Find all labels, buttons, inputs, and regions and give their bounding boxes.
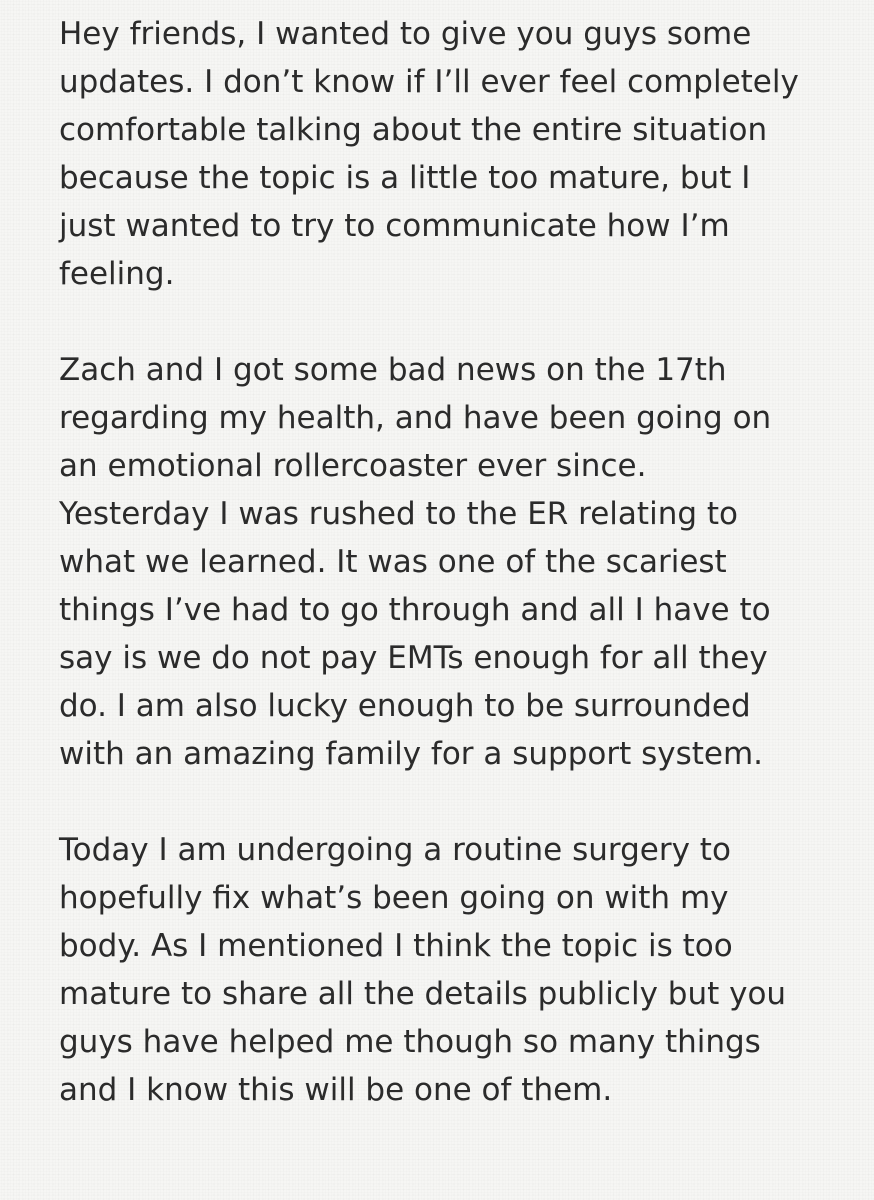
text-line: say is we do not pay EMTs enough for all they [59, 640, 768, 676]
paragraph-1 [59, 10, 849, 298]
text-line: because the topic is a little too mature, but I [59, 160, 751, 196]
paragraph-spacer [59, 778, 849, 826]
text-line: an emotional rollercoaster ever since. [59, 448, 647, 484]
paragraph-spacer [59, 298, 849, 346]
text-line: Hey friends, I wanted to give you guys some [59, 16, 752, 52]
text-line: with an amazing family for a support system. [59, 736, 764, 772]
text-line: Yesterday I was rushed to the ER relating to [59, 496, 738, 532]
text-line: updates. I don’t know if I’ll ever feel completely [59, 64, 799, 100]
text-line: guys have helped me though so many things [59, 1024, 761, 1060]
text-line: what we learned. It was one of the scariest [59, 544, 727, 580]
text-line: feeling. [59, 256, 175, 292]
text-line: comfortable talking about the entire situation [59, 112, 768, 148]
text-line: things I’ve had to go through and all I have to [59, 592, 771, 628]
text-line: Today I am undergoing a routine surgery to [59, 832, 731, 868]
text-line: hopefully fix what’s been going on with my [59, 880, 729, 916]
note-body [59, 10, 849, 1114]
paragraph-3 [59, 826, 849, 1114]
text-line: do. I am also lucky enough to be surrounded [59, 688, 751, 724]
text-line: and I know this will be one of them. [59, 1072, 613, 1108]
text-line: Zach and I got some bad news on the 17th [59, 352, 727, 388]
text-line: regarding my health, and have been going on [59, 400, 772, 436]
paragraph-2 [59, 346, 849, 778]
text-line: mature to share all the details publicly but you [59, 976, 787, 1012]
text-line: just wanted to try to communicate how I’m [59, 208, 730, 244]
text-line: body. As I mentioned I think the topic is too [59, 928, 733, 964]
